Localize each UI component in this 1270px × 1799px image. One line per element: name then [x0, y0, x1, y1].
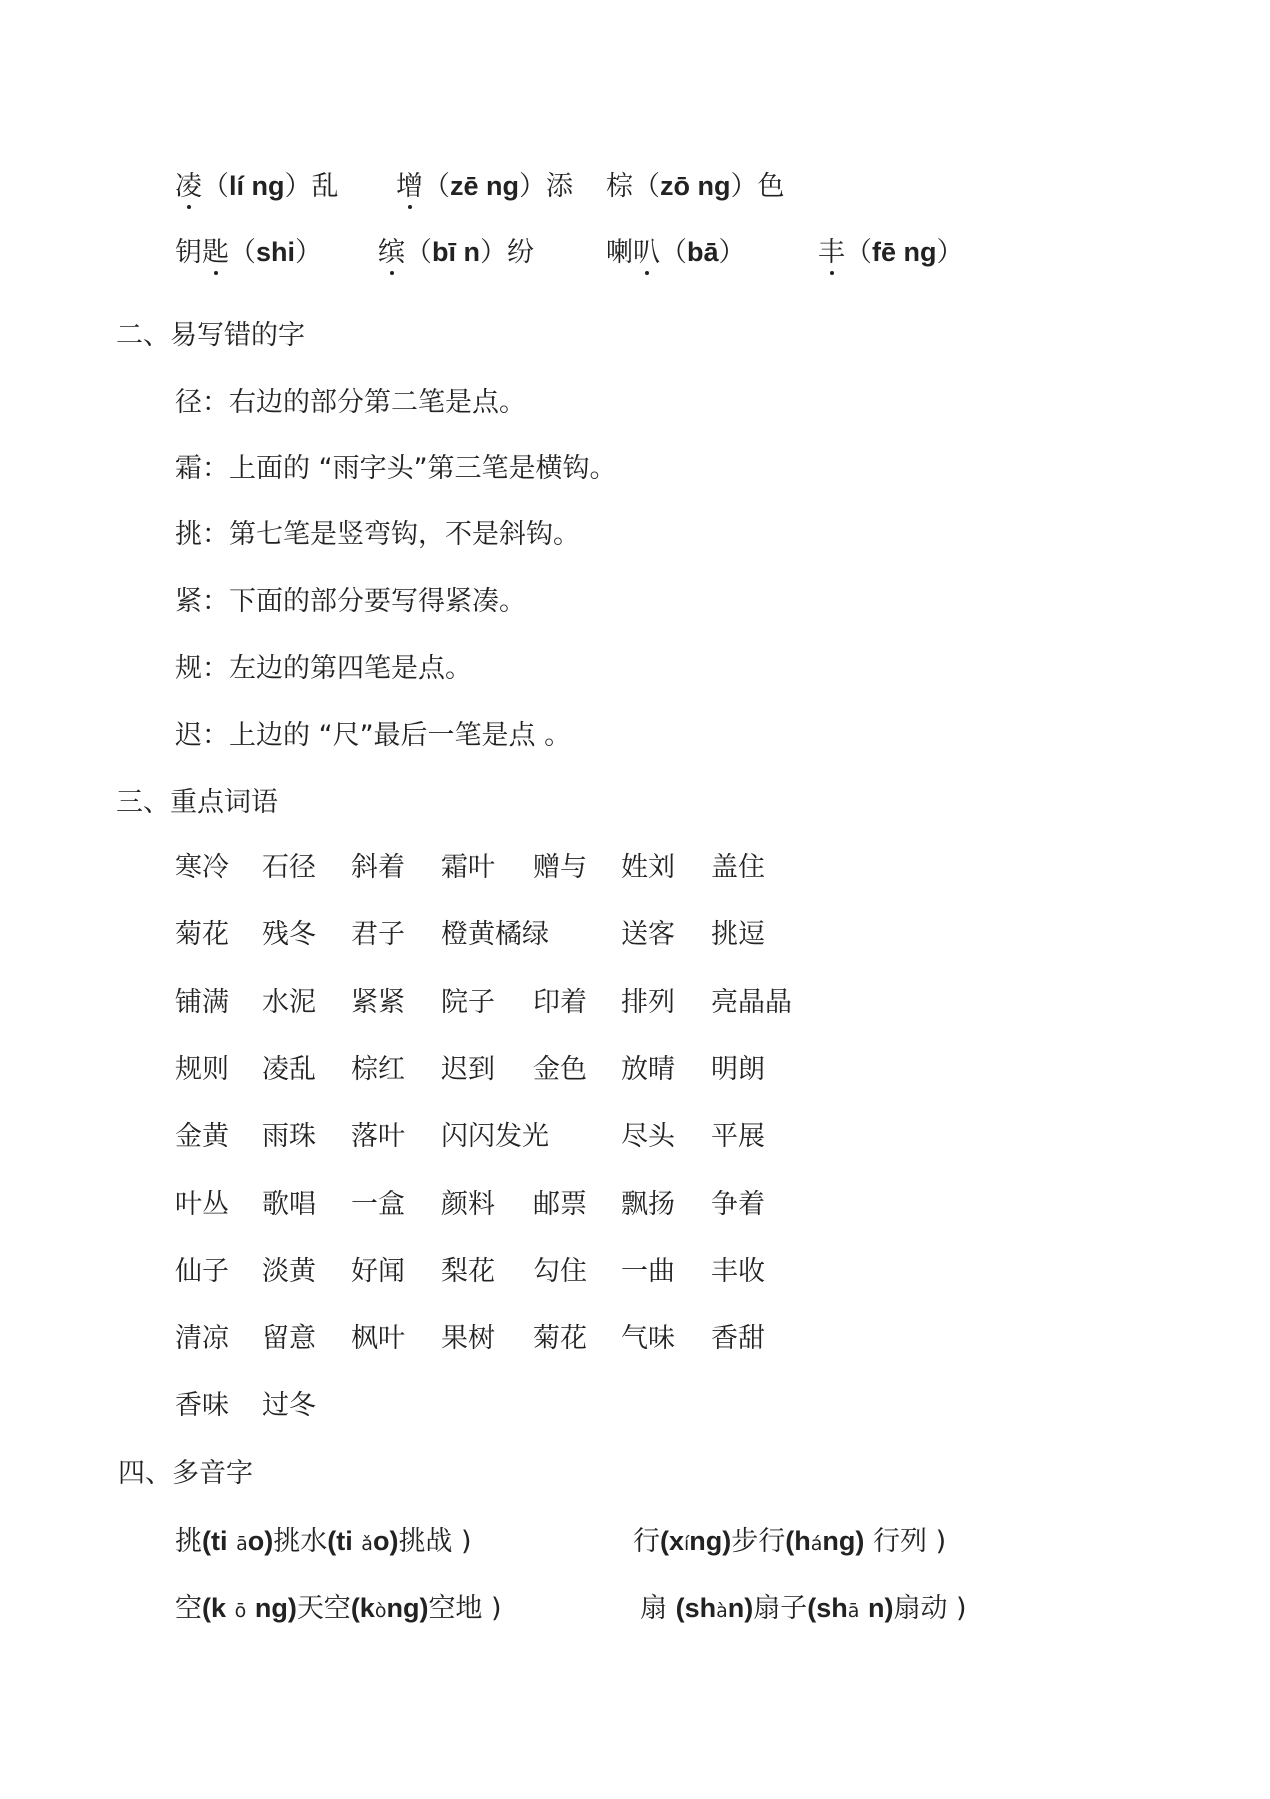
pinyin-item: 棕（zō ng）色 [606, 171, 785, 202]
word-cell: 一曲 [621, 1256, 675, 1287]
word-cell: 香味 [175, 1390, 229, 1421]
pinyin: lí ng [229, 171, 285, 201]
pinyin: zō ng [660, 171, 731, 201]
word-cell: 留意 [262, 1323, 316, 1354]
word-cell: 凌乱 [262, 1054, 316, 1085]
word-cell: 姓刘 [621, 852, 675, 883]
word-cell: 金色 [533, 1054, 587, 1085]
word-cell: 清凉 [175, 1323, 229, 1354]
word-cell: 歌唱 [262, 1189, 316, 1220]
dotted-char: 增 [396, 164, 423, 203]
rule-item: 规：左边的第四笔是点。 [175, 653, 472, 684]
word-cell: 颜料 [441, 1189, 495, 1220]
pinyin: bā [687, 237, 719, 267]
polyphone-entry: 挑(ti āo)挑水(ti ǎo)挑战 ) [175, 1526, 472, 1557]
word-cell: 石径 [262, 852, 316, 883]
word-cell: 飘扬 [621, 1189, 675, 1220]
word-cell: 梨花 [441, 1256, 495, 1287]
word-cell: 枫叶 [351, 1323, 405, 1354]
word-cell: 菊花 [175, 919, 229, 950]
dotted-char: 叭 [633, 230, 660, 269]
section-2-title: 二、易写错的字 [116, 320, 305, 351]
word-cell: 规则 [175, 1054, 229, 1085]
word-cell: 金黄 [175, 1121, 229, 1152]
pinyin-item: 缤（bī n）纷 [378, 230, 534, 269]
pinyin-item: 喇叭（bā） [606, 230, 746, 269]
dotted-char: 匙 [202, 230, 229, 269]
word-cell: 水泥 [262, 987, 316, 1018]
word-cell: 君子 [351, 919, 405, 950]
pinyin: fē ng [872, 237, 937, 267]
word-cell: 气味 [621, 1323, 675, 1354]
word-cell: 放晴 [621, 1054, 675, 1085]
dotted-char: 丰 [818, 230, 845, 269]
word-cell: 盖住 [711, 852, 765, 883]
pinyin-item: 凌（lí ng）乱 [175, 164, 339, 203]
pinyin: shi [256, 237, 296, 267]
pinyin: zē ng [450, 171, 520, 201]
section-3-title: 三、重点词语 [116, 787, 278, 818]
rule-item: 紧：下面的部分要写得紧凑。 [175, 586, 526, 617]
polyphone-entry: 扇 (shàn)扇子(shā n)扇动 ) [640, 1593, 967, 1624]
pinyin-item: 钥匙（shi） [175, 230, 322, 269]
word-cell: 院子 [441, 987, 495, 1018]
pinyin: bī n [432, 237, 480, 267]
polyphone-entry: 空(k ō ng)天空(kòng)空地 ) [175, 1593, 502, 1624]
polyphone-entry: 行(xíng)步行(háng) 行列 ) [633, 1526, 947, 1557]
word-cell: 霜叶 [441, 852, 495, 883]
word-cell: 印着 [533, 987, 587, 1018]
word-cell: 仙子 [175, 1256, 229, 1287]
word-cell: 挑逗 [711, 919, 765, 950]
word-cell: 斜着 [351, 852, 405, 883]
pinyin-item: 增（zē ng）添 [396, 164, 573, 203]
word-cell: 落叶 [351, 1121, 405, 1152]
word-cell: 菊花 [533, 1323, 587, 1354]
word-cell: 过冬 [262, 1390, 316, 1421]
section-4-title: 四、多音字 [118, 1458, 253, 1489]
word-cell: 果树 [441, 1323, 495, 1354]
word-cell: 尽头 [621, 1121, 675, 1152]
word-cell: 香甜 [711, 1323, 765, 1354]
word-cell: 雨珠 [262, 1121, 316, 1152]
word-cell: 明朗 [711, 1054, 765, 1085]
word-cell: 好闻 [351, 1256, 405, 1287]
word-cell: 迟到 [441, 1054, 495, 1085]
rule-item: 挑：第七笔是竖弯钩，不是斜钩。 [175, 519, 580, 550]
pinyin-item: 丰（fē ng） [818, 230, 964, 269]
rule-item: 径：右边的部分第二笔是点。 [175, 387, 526, 418]
word-cell: 争着 [711, 1189, 765, 1220]
word-cell: 亮晶晶 [711, 987, 792, 1018]
word-cell: 淡黄 [262, 1256, 316, 1287]
word-cell: 闪闪发光 [441, 1121, 549, 1152]
word-cell: 丰收 [711, 1256, 765, 1287]
word-cell: 排列 [621, 987, 675, 1018]
word-cell: 赠与 [533, 852, 587, 883]
word-cell: 紧紧 [351, 987, 405, 1018]
word-cell: 一盒 [351, 1189, 405, 1220]
word-cell: 邮票 [533, 1189, 587, 1220]
word-cell: 送客 [621, 919, 675, 950]
word-cell: 叶丛 [175, 1189, 229, 1220]
rule-item: 霜：上面的 “雨字头”第三笔是横钩。 [175, 453, 617, 484]
rule-item: 迟：上边的 “尺”最后一笔是点 。 [175, 720, 572, 751]
word-cell: 橙黄橘绿 [441, 919, 549, 950]
word-cell: 勾住 [533, 1256, 587, 1287]
dotted-char: 凌 [175, 164, 202, 203]
word-cell: 残冬 [262, 919, 316, 950]
word-cell: 寒冷 [175, 852, 229, 883]
dotted-char: 缤 [378, 230, 405, 269]
word-cell: 棕红 [351, 1054, 405, 1085]
word-cell: 平展 [711, 1121, 765, 1152]
word-cell: 铺满 [175, 987, 229, 1018]
